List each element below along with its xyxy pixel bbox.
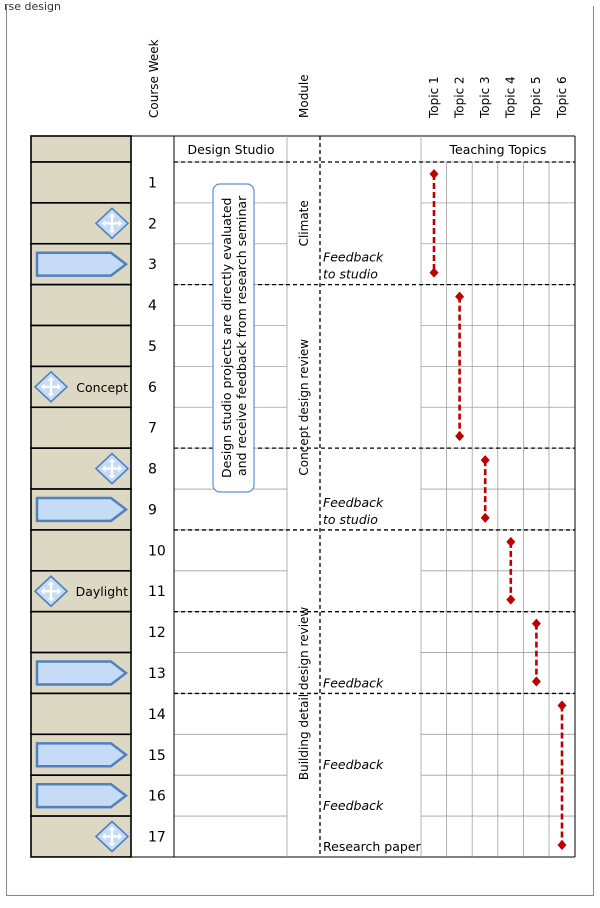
topic-span-diamond xyxy=(558,840,567,850)
topic-span-diamond xyxy=(481,513,490,523)
week-number: 1 xyxy=(148,175,157,192)
pentagon-arrow-icon xyxy=(37,743,126,766)
header-course-week: Course Week xyxy=(147,39,161,118)
studio-note-box xyxy=(213,184,254,492)
feedback-note: to studio xyxy=(323,266,378,282)
topic-header: Topic 2 xyxy=(452,76,467,118)
topic-header: Topic 1 xyxy=(426,76,441,118)
topic-span-diamond xyxy=(481,455,490,465)
week-number: 5 xyxy=(148,338,157,355)
week-number: 8 xyxy=(148,461,157,478)
topic-span-diamond xyxy=(558,700,567,710)
course-cell xyxy=(31,530,131,571)
week-number: 12 xyxy=(148,625,166,642)
week-number: 3 xyxy=(148,257,157,274)
header-teaching-topics: Teaching Topics xyxy=(449,142,547,157)
week-number: 4 xyxy=(148,298,157,315)
topic-span-diamond xyxy=(455,431,464,441)
topic-span-diamond xyxy=(430,268,439,278)
topic-span-diamond xyxy=(455,292,464,302)
pentagon-arrow-icon xyxy=(37,498,126,521)
topic-span-diamond xyxy=(506,537,515,547)
topic-header: Topic 3 xyxy=(478,76,492,118)
course-cell xyxy=(31,693,131,734)
topic-header: Topic 5 xyxy=(529,76,544,118)
module-label: Building detail design review xyxy=(297,606,311,781)
studio-note-line2: and receive feedback from research seminar xyxy=(234,195,249,476)
pentagon-arrow-icon xyxy=(37,253,126,276)
course-cell xyxy=(31,612,131,653)
topic-span-diamond xyxy=(532,676,541,686)
header-design-studio: Design Studio xyxy=(187,142,275,157)
week-number: 6 xyxy=(148,379,157,396)
topic-header: Topic 4 xyxy=(503,76,518,118)
pentagon-arrow-icon xyxy=(37,784,126,807)
week-number: 14 xyxy=(148,706,166,723)
feedback-note: Feedback xyxy=(323,798,384,814)
feedback-note: Feedback xyxy=(323,494,384,510)
course-marker-label: Concept xyxy=(76,379,128,395)
course-cell xyxy=(31,285,131,326)
course-marker-label: Daylight xyxy=(75,584,128,600)
topic-span-diamond xyxy=(430,169,439,179)
course-cell xyxy=(31,407,131,448)
topic-span-diamond xyxy=(506,595,515,605)
feedback-note: Research paper xyxy=(323,838,421,854)
topic-span-diamond xyxy=(532,619,541,629)
course-cell xyxy=(31,162,131,203)
topic-span xyxy=(430,169,439,278)
topic-header: Topic 6 xyxy=(554,76,569,118)
week-number: 13 xyxy=(148,666,166,682)
week-number: 7 xyxy=(148,420,157,437)
week-number: 17 xyxy=(148,829,166,846)
week-number: 2 xyxy=(148,216,157,233)
feedback-note: to studio xyxy=(323,511,378,527)
course-header-cell xyxy=(31,136,131,162)
module-label: Concept design review xyxy=(297,338,311,476)
week-number: 16 xyxy=(148,788,166,805)
week-number: 15 xyxy=(148,747,166,764)
header-module: Module xyxy=(297,74,311,118)
week-number: 11 xyxy=(148,584,166,601)
week-number: 9 xyxy=(148,502,157,519)
feedback-note: Feedback xyxy=(323,757,384,773)
course-cell xyxy=(31,326,131,367)
week-number: 10 xyxy=(148,543,166,560)
module-label: Climate xyxy=(297,200,311,247)
feedback-note: Feedback xyxy=(323,675,384,691)
pentagon-arrow-icon xyxy=(37,662,126,685)
caption-fragment: rse design xyxy=(4,0,62,13)
feedback-note: Feedback xyxy=(323,249,384,265)
studio-note-line1: Design studio projects are directly evaluated xyxy=(219,197,234,478)
